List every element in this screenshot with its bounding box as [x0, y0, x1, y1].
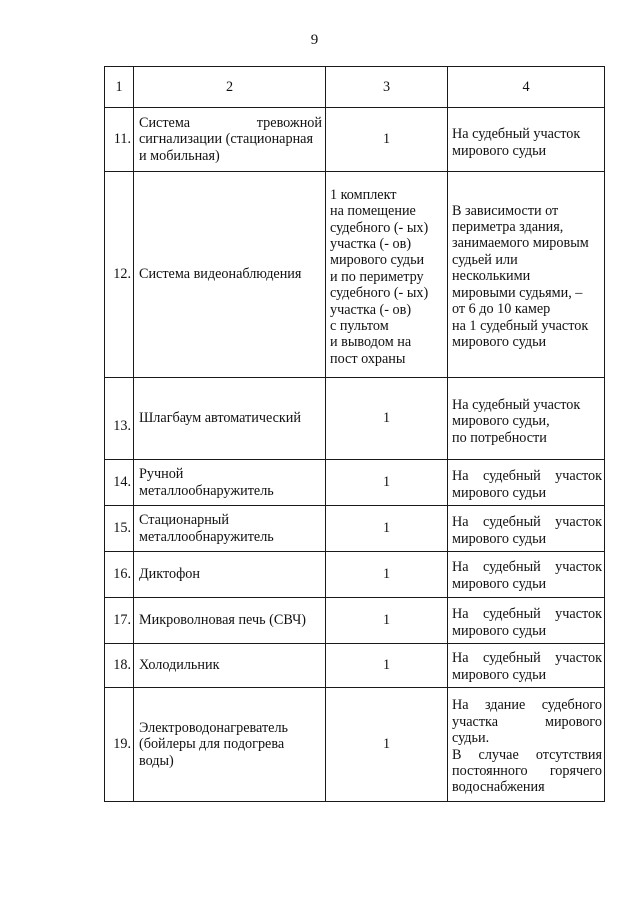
header-cell: 1: [105, 67, 134, 108]
item-note-line: В случае отсутствия: [452, 746, 602, 763]
row-number-text: 13.: [113, 418, 131, 435]
item-quantity-line: с пультом: [330, 318, 389, 335]
table-row: [105, 172, 605, 378]
item-note-line: В зависимости от: [452, 202, 559, 219]
item-name: Система видеонаблюдения: [134, 172, 326, 378]
item-note-line: мирового судьи: [452, 622, 547, 639]
item-name: Холодильник: [134, 644, 326, 688]
item-name-line: сигнализации (стационарная: [139, 131, 313, 148]
table-row: [105, 644, 605, 688]
item-quantity-line: участка (- ов): [330, 235, 412, 252]
header-cell: 2: [134, 67, 326, 108]
table-row: [105, 378, 605, 460]
item-note-line: мирового судьи: [452, 666, 547, 683]
item-quantity-line: мирового судьи: [330, 252, 425, 269]
item-name-line: (бойлеры для подогрева: [139, 736, 285, 753]
item-name: Шлагбаум автоматический: [134, 378, 326, 460]
item-name: Диктофон: [134, 552, 326, 598]
row-number: 17.: [105, 598, 134, 644]
equipment-table: [104, 66, 605, 802]
item-quantity: 1: [326, 688, 448, 802]
item-note: [448, 552, 605, 598]
item-quantity-line: на помещение: [330, 203, 416, 220]
item-note-line: от 6 до 10 камер: [452, 301, 551, 318]
row-number: 16.: [105, 552, 134, 598]
item-note-line: На здание судебного: [452, 697, 602, 714]
item-note: [448, 688, 605, 802]
item-name-line: Стационарный: [139, 512, 229, 529]
item-note-line: На судебный участок: [452, 650, 602, 667]
item-quantity: 1: [326, 598, 448, 644]
item-note-line: постоянного горячего: [452, 762, 602, 779]
item-note-line: несколькими: [452, 268, 531, 285]
row-number: 15.: [105, 506, 134, 552]
item-note-line: мирового судьи: [452, 142, 547, 159]
item-note-line: На судебный участок: [452, 514, 602, 531]
item-name: [134, 460, 326, 506]
row-number: 18.: [105, 644, 134, 688]
item-quantity-line: судебного (- ых): [330, 219, 429, 236]
item-quantity: 1: [326, 552, 448, 598]
item-name: Микроволновая печь (СВЧ): [134, 598, 326, 644]
row-number: 14.: [105, 460, 134, 506]
item-name-line: Система тревожной: [139, 114, 322, 131]
item-quantity-line: 1 комплект: [330, 186, 397, 203]
table-header-row: [105, 67, 605, 108]
item-note-line: мировыми судьями, –: [452, 284, 583, 301]
item-note-line: участка мирового: [452, 713, 602, 730]
item-quantity-line: пост охраны: [330, 350, 406, 367]
item-quantity: [326, 172, 448, 378]
row-number: 19.: [105, 688, 134, 802]
item-note-line: мирового судьи: [452, 484, 547, 501]
header-cell: 3: [326, 67, 448, 108]
page-number: 9: [310, 32, 319, 48]
item-note: [448, 108, 605, 172]
item-note: [448, 378, 605, 460]
item-note: [448, 598, 605, 644]
table-row: [105, 598, 605, 644]
item-quantity: 1: [326, 460, 448, 506]
item-note-line: занимаемого мировым: [452, 235, 589, 252]
item-name-line: Ручной: [139, 466, 184, 483]
item-note-line: периметра здания,: [452, 219, 564, 236]
item-quantity: 1: [326, 644, 448, 688]
row-number: 11.: [105, 108, 134, 172]
item-note-line: На судебный участок: [452, 126, 581, 143]
item-note-line: судьей или: [452, 251, 518, 268]
item-note: [448, 172, 605, 378]
item-note-line: На судебный участок: [452, 559, 602, 576]
item-name-line: воды): [139, 752, 174, 769]
item-note-line: водоснабжения: [452, 779, 545, 796]
item-name-line: и мобильная): [139, 147, 220, 164]
item-note-line: На судебный участок: [452, 468, 602, 485]
table-row: [105, 460, 605, 506]
item-note-line: мирового судьи,: [452, 413, 550, 430]
item-note: [448, 644, 605, 688]
item-note-line: На судебный участок: [452, 606, 602, 623]
item-note-line: мирового судьи: [452, 333, 547, 350]
item-quantity-line: судебного (- ых): [330, 285, 429, 302]
item-quantity: 1: [326, 378, 448, 460]
row-number: 12.: [105, 172, 134, 378]
item-quantity-line: и выводом на: [330, 334, 412, 351]
item-note: [448, 506, 605, 552]
table-row: [105, 506, 605, 552]
item-note-line: мирового судьи: [452, 575, 547, 592]
item-note-line: мирового судьи: [452, 530, 547, 547]
item-note-line: На судебный участок: [452, 396, 581, 413]
table-row: [105, 108, 605, 172]
table-row: [105, 688, 605, 802]
item-name-line: металлообнаружитель: [139, 482, 274, 499]
item-name: [134, 688, 326, 802]
item-quantity-line: и по периметру: [330, 268, 424, 285]
item-name-line: Электроводонагреватель: [139, 719, 289, 736]
item-note-line: на 1 судебный участок: [452, 317, 589, 334]
item-note-line: судьи.: [452, 730, 490, 747]
row-number: [105, 378, 134, 460]
item-quantity: 1: [326, 108, 448, 172]
item-quantity-line: участка (- ов): [330, 301, 412, 318]
item-name: [134, 108, 326, 172]
item-name-line: металлообнаружитель: [139, 528, 274, 545]
header-cell: 4: [448, 67, 605, 108]
item-note-line: по потребности: [452, 429, 547, 446]
item-quantity: 1: [326, 506, 448, 552]
item-name: [134, 506, 326, 552]
table-row: [105, 552, 605, 598]
item-note: [448, 460, 605, 506]
